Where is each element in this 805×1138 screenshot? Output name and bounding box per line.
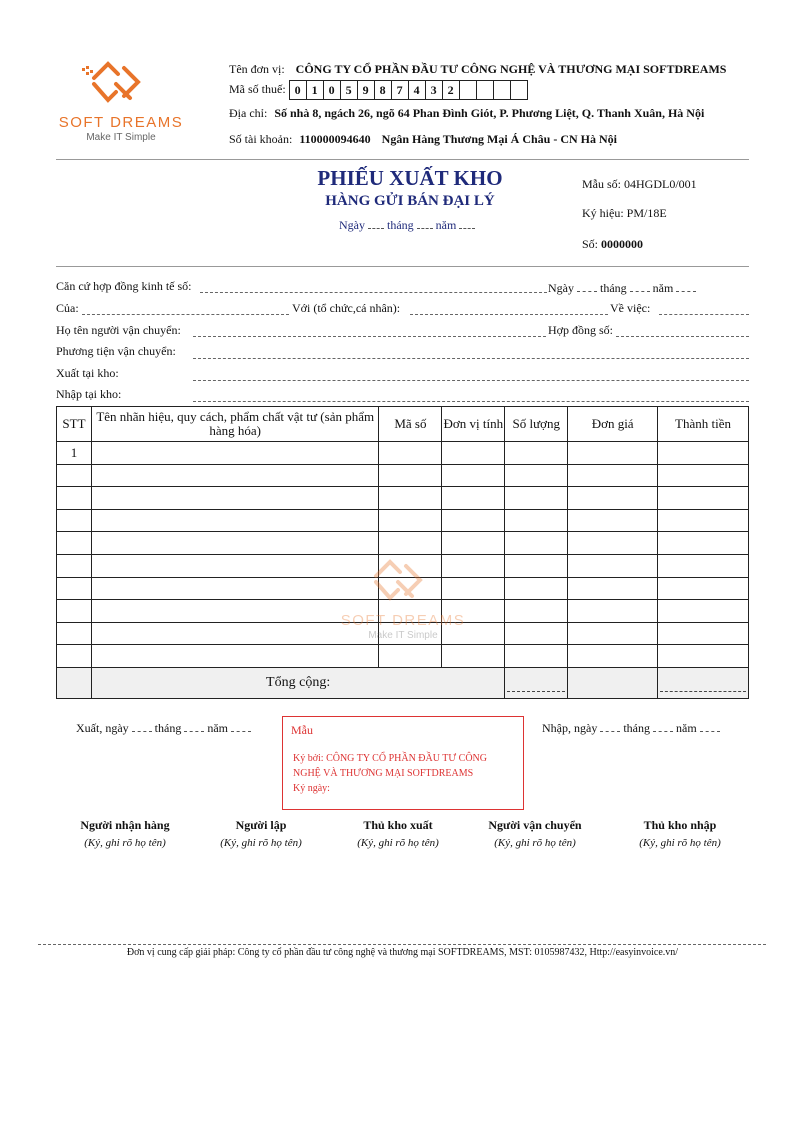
signer-receiver: Người nhận hàng (Ký, ghi rõ họ tên) [80,818,170,849]
table-cell[interactable] [57,622,92,645]
account-number: 110000094640 [299,132,371,146]
table-cell[interactable] [658,442,749,465]
table-row [57,464,749,487]
bank-name: Ngân Hàng Thương Mại Á Châu - CN Hà Nội [381,132,618,146]
transporter-field[interactable] [193,336,546,337]
tax-digit-box [510,80,528,100]
export-date: Xuất, ngày tháng năm [76,719,251,736]
table-cell[interactable] [658,622,749,645]
stamp-title: Mẫu [291,723,313,737]
table-cell[interactable] [379,645,442,668]
table-row [57,645,749,668]
tax-digit-box [493,80,511,100]
table-cell[interactable] [505,622,568,645]
table-cell[interactable] [568,442,658,465]
import-date: Nhập, ngày tháng năm [542,719,720,736]
table-cell[interactable] [658,464,749,487]
table-cell[interactable] [442,442,505,465]
table-cell[interactable] [658,509,749,532]
table-cell[interactable] [57,554,92,577]
table-cell[interactable] [568,532,658,555]
table-row [57,509,749,532]
company-logo [56,58,186,148]
watermark-name: SOFT DREAMS [340,612,466,629]
col-stt: STT [57,407,92,442]
table-cell[interactable] [568,622,658,645]
table-cell[interactable] [568,645,658,668]
table-cell[interactable] [568,600,658,623]
import-at-label: Nhập tại kho: [56,387,122,401]
with-org-field[interactable] [410,314,608,315]
tax-digit-box: 8 [374,80,392,100]
tax-digit-box: 5 [340,80,358,100]
tax-digit-box: 2 [442,80,460,100]
export-at-label: Xuất tại kho: [56,366,119,380]
table-cell[interactable] [658,487,749,510]
table-cell[interactable] [91,532,378,555]
tax-line: Mã số thuế: 0 1 0 5 9 8 7 4 3 2 [229,80,528,100]
col-quantity: Số lượng [505,407,568,442]
address: Số nhà 8, ngách 26, ngõ 64 Phan Đình Giót, P. Phương Liệt, Q. Thanh Xuân, Hà Nội [274,106,705,120]
table-cell[interactable] [57,532,92,555]
doc-number-line: Số: 0000000 [582,237,644,251]
import-at-field[interactable] [193,401,749,402]
table-cell[interactable] [442,645,505,668]
unit-line: Tên đơn vị: CÔNG TY CỔ PHẦN ĐẦU TƯ CÔNG NGHỆ VÀ THƯƠNG MẠI SOFTDREAMS [229,62,727,76]
table-cell[interactable] [505,509,568,532]
doc-date: Ngày tháng năm [339,216,475,233]
contract-basis-label: Căn cứ hợp đồng kinh tế số: [56,279,192,293]
vehicle-label: Phương tiện vận chuyển: [56,344,176,358]
total-row [57,667,749,698]
table-cell[interactable] [658,600,749,623]
table-cell[interactable] [57,645,92,668]
tax-digit-box: 7 [391,80,409,100]
total-quantity[interactable] [505,667,568,698]
table-cell[interactable] [568,554,658,577]
doc-subtitle: HÀNG GỬI BÁN ĐẠI LÝ [325,193,495,209]
table-cell[interactable] [505,487,568,510]
table-cell[interactable] [91,509,378,532]
table-cell[interactable] [91,577,378,600]
table-cell[interactable] [658,577,749,600]
table-cell[interactable] [505,645,568,668]
table-cell[interactable] [379,600,442,623]
table-cell[interactable] [91,487,378,510]
tax-digit-box: 9 [357,80,375,100]
table-cell[interactable] [57,600,92,623]
col-price: Đơn giá [568,407,658,442]
total-label: Tổng cộng: [91,667,504,698]
col-amount: Thành tiền [658,407,749,442]
col-name: Tên nhãn hiệu, quy cách, phẩm chất vật tư (sản phẩm hàng hóa) [91,407,378,442]
table-cell[interactable] [505,554,568,577]
contract-basis-field[interactable] [200,292,547,293]
signer-import-keeper: Thủ kho nhập (Ký, ghi rõ họ tên) [639,818,721,849]
vehicle-field[interactable] [193,358,749,359]
watermark-tagline: Make IT Simple [368,630,438,641]
table-cell[interactable] [91,554,378,577]
about-field[interactable] [659,314,749,315]
tax-digit-box: 3 [425,80,443,100]
table-cell[interactable] [568,509,658,532]
table-row [57,600,749,623]
tax-digit-box: 4 [408,80,426,100]
contract-date: Ngày tháng năm [548,279,696,296]
of-field[interactable] [82,314,289,315]
table-cell[interactable] [91,622,378,645]
table-cell[interactable] [91,600,378,623]
table-cell[interactable] [442,577,505,600]
divider-mid [56,266,749,267]
stamp-date: Ký ngày: [293,783,330,794]
table-cell[interactable] [379,442,442,465]
table-cell[interactable] [568,464,658,487]
table-row [57,622,749,645]
table-cell[interactable] [442,600,505,623]
contract-no-field[interactable] [616,336,749,337]
contract-no-label: Hợp đồng số: [548,323,614,337]
table-cell[interactable] [505,577,568,600]
table-cell[interactable] [57,487,92,510]
table-cell[interactable] [91,442,378,465]
unit-name: CÔNG TY CỔ PHẦN ĐẦU TƯ CÔNG NGHỆ VÀ THƯƠNG MẠI SOFTDREAMS [295,62,727,76]
with-org-label: Với (tổ chức,cá nhân): [292,301,401,315]
tax-code-boxes [290,80,528,100]
signer-transporter: Người vận chuyển (Ký, ghi rõ họ tên) [488,818,582,849]
tax-digit-box [459,80,477,100]
digital-signature-box [282,716,524,810]
table-cell[interactable] [658,554,749,577]
about-label: Về việc: [610,301,651,315]
table-cell[interactable] [91,645,378,668]
items-table [56,406,749,699]
symbol: Ký hiệu: PM/18E [582,206,667,220]
transporter-label: Họ tên người vận chuyển: [56,323,181,337]
table-cell[interactable] [568,577,658,600]
divider-top [56,159,749,160]
table-cell[interactable] [57,577,92,600]
table-cell[interactable] [379,532,442,555]
table-cell[interactable] [379,509,442,532]
table-cell[interactable] [442,464,505,487]
stamp-signed-by-2: NGHỆ VÀ THƯƠNG MẠI SOFTDREAMS [293,768,474,779]
signer-export-keeper: Thủ kho xuất (Ký, ghi rõ họ tên) [357,818,439,849]
table-cell[interactable] [442,509,505,532]
doc-title: PHIẾU XUẤT KHO [317,166,503,190]
table-cell[interactable]: 1 [57,442,92,465]
col-unit: Đơn vị tính [442,407,505,442]
table-cell[interactable] [379,464,442,487]
table-row [57,442,749,465]
account-line: Số tài khoản: 110000094640 Ngân Hàng Thương Mại Á Châu - CN Hà Nội [229,132,618,146]
export-at-field[interactable] [193,380,749,381]
table-cell[interactable] [379,554,442,577]
table-cell[interactable] [658,532,749,555]
stamp-signed-by-1: Ký bởi: CÔNG TY CỔ PHẦN ĐẦU TƯ CÔNG [293,753,487,764]
table-cell[interactable] [505,464,568,487]
logo-tagline: Make IT Simple [86,132,156,143]
table-cell[interactable] [379,487,442,510]
table-cell[interactable] [568,487,658,510]
table-cell[interactable] [505,442,568,465]
table-cell[interactable] [442,487,505,510]
tax-digit-box: 0 [323,80,341,100]
table-cell[interactable] [379,577,442,600]
table-row [57,487,749,510]
of-label: Của: [56,301,79,315]
table-row [57,532,749,555]
signer-creator: Người lập (Ký, ghi rõ họ tên) [220,818,302,849]
table-cell[interactable] [442,532,505,555]
table-row [57,554,749,577]
table-cell[interactable] [442,622,505,645]
total-amount[interactable] [658,667,749,698]
logo-name: SOFT DREAMS [58,114,184,131]
footer-divider [38,944,766,945]
col-code: Mã số [379,407,442,442]
form-number: Mẫu số: 04HGDL0/001 [582,177,697,191]
footer-text: Đơn vị cung cấp giải pháp: Công ty cổ phần đầu tư công nghệ và thương mại SOFTDREAMS, MST: 0105987432, Http://easyinvoice.vn/ [126,947,679,958]
table-cell[interactable] [442,554,505,577]
table-cell[interactable] [658,645,749,668]
table-cell[interactable] [91,464,378,487]
softdreams-logo-icon [56,58,186,114]
tax-digit-box: 1 [306,80,324,100]
doc-number: 0000000 [601,237,644,251]
address-line: Địa chỉ: Số nhà 8, ngách 26, ngõ 64 Phan Đình Giót, P. Phương Liệt, Q. Thanh Xuân, Hà Nội [229,106,705,120]
table-cell[interactable] [505,600,568,623]
table-cell[interactable] [57,464,92,487]
table-cell[interactable] [57,509,92,532]
tax-digit-box [476,80,494,100]
tax-digit-box: 0 [289,80,307,100]
table-row [57,577,749,600]
table-header-row [57,407,749,442]
table-cell[interactable] [505,532,568,555]
table-cell[interactable] [379,622,442,645]
